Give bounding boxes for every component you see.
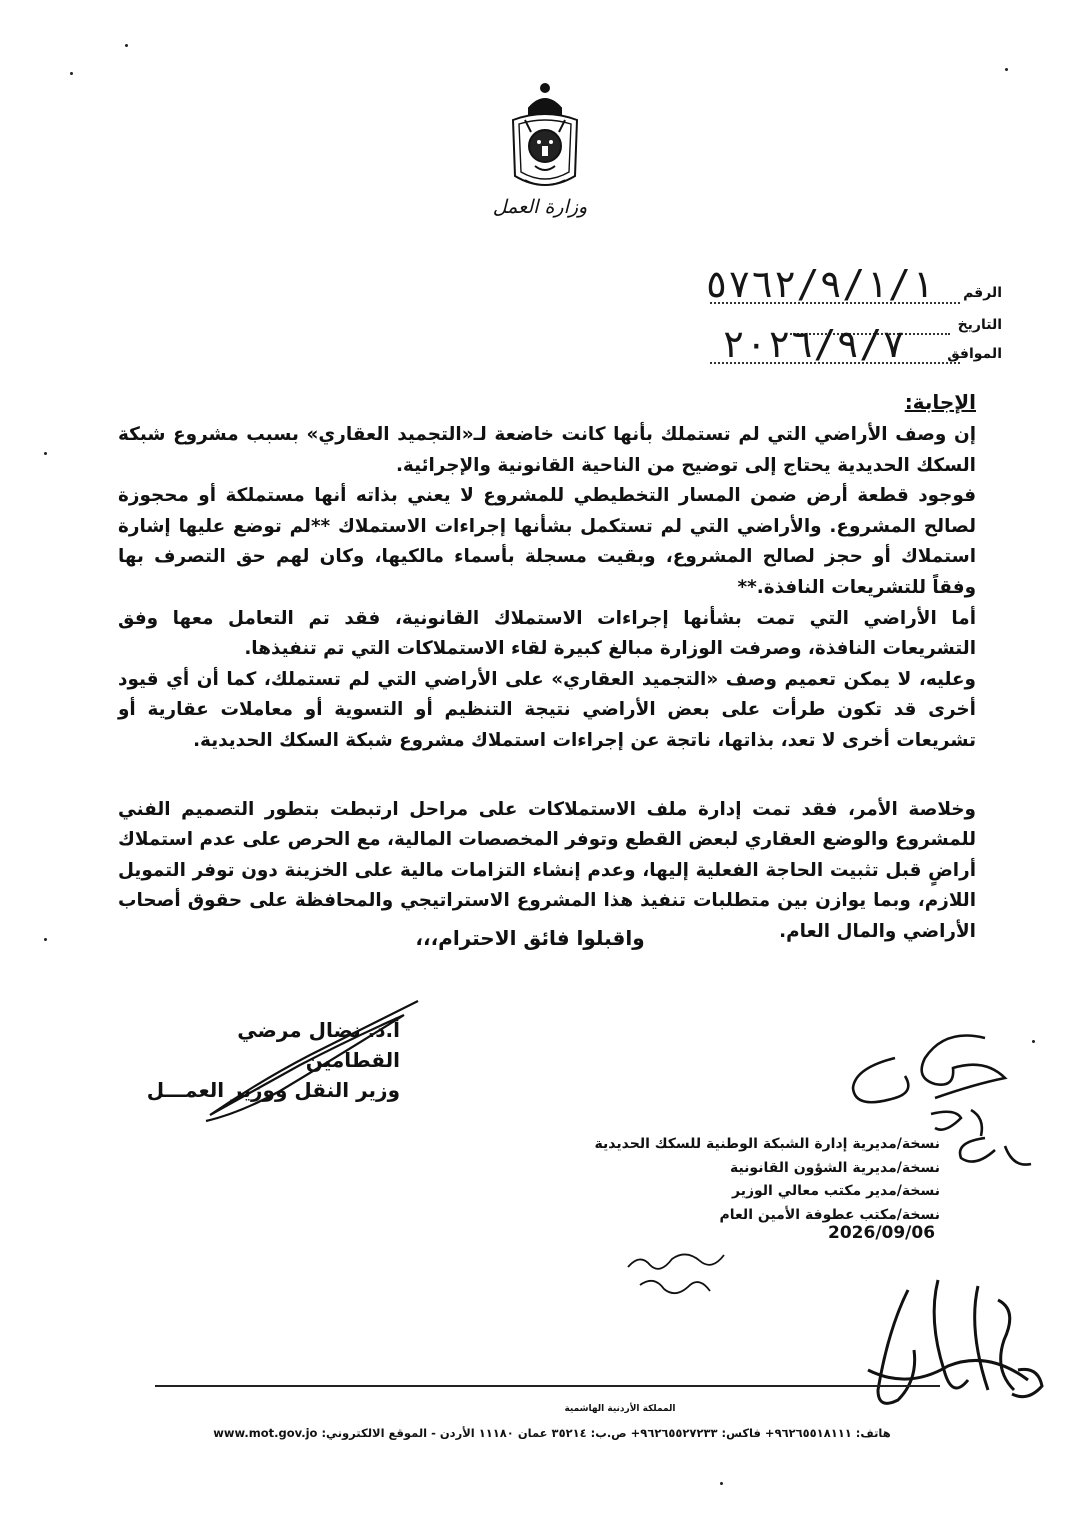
copy-line: نسخة/مديرية إدارة الشبكة الوطنية للسكك الحديدية	[594, 1136, 940, 1152]
reference-corresponding-label: الموافق	[947, 346, 1002, 362]
reference-date-label: التاريخ	[957, 317, 1002, 333]
ministry-name: وزارة العمل	[492, 196, 588, 218]
copies-list	[520, 1133, 940, 1227]
signatory-title: وزير النقل ووزير العمـــل	[146, 1078, 400, 1102]
royal-emblem-icon	[505, 80, 585, 198]
speck	[720, 1482, 723, 1485]
copy-line: نسخة/مكتب عطوفة الأمين العام	[719, 1206, 940, 1223]
footer-contact: هاتف: ٩٦٢٦٥٥١٨١١١+ فاكس: ٩٦٢٦٥٥٢٧٢٣٣+ ص.ب: ٣٥٢١٤ عمان ١١١٨٠ الأردن - الموقع الالكتروني: www.mot.gov.jo	[213, 1426, 891, 1440]
speck	[125, 44, 128, 47]
handwritten-note	[620, 1245, 730, 1305]
copy-line: نسخة/مدير مكتب معالي الوزير	[732, 1183, 940, 1199]
reference-number-value: ٥٧٦٢/٩/١/١	[705, 262, 934, 306]
copy-line: نسخة/مديرية الشؤون القانونية	[729, 1159, 940, 1176]
speck	[44, 938, 47, 941]
signatory-name: أ.د. نضال مرضي القطامين	[237, 1018, 400, 1072]
speck	[1005, 68, 1008, 71]
closing-phrase: واقبلوا فائق الاحترام،،،	[415, 926, 645, 950]
paragraph: إن وصف الأراضي التي لم تستملك بأنها كانت خاضعة لـ«التجميد العقاري» بسبب مشروع شبكة السكك الحديدية يحتاج إلى توضيح من الناحية القانونية والإجرائية.	[118, 424, 976, 476]
speck	[70, 72, 73, 75]
paragraph: وعليه، لا يمكن تعميم وصف «التجميد العقاري» على الأراضي التي لم تستملك، كما أن أي قيود أخرى قد تكون طرأت على بعض الأراضي نتيجة التنظيم أو التسوية أو معاملات عقارية أو تشريعات أخرى لا تعد، بذاتها، ناتجة عن إجراءات استملاك مشروع شبكة السكك الحديدية.	[118, 668, 976, 751]
reference-number-label: الرقم	[963, 285, 1002, 301]
footer-kingdom: المملكة الأردنية الهاشمية	[564, 1404, 676, 1414]
paragraph: فوجود قطعة أرض ضمن المسار التخطيطي للمشروع لا يعني بذاته أنها مستملكة أو محجوزة لصالح المشروع. والأراضي التي لم تستكمل بشأنها إجراءات الاستملاك **لم توضع عليها إشارة استملاك أو حجز لصالح المشروع، وبقيت مسجلة بأسماء مالكيها، وكان لهم حق التصرف بها وفقاً للتشريعات النافذة.**	[118, 485, 976, 598]
reference-corresponding-value: ٢٠٢٦/٩/٧	[722, 322, 906, 366]
paragraph: أما الأراضي التي تمت بشأنها إجراءات الاستملاك القانونية، فقد تم التعامل معها وفق التشريعات النافذة، وصرفت الوزارة مبالغ كبيرة لقاء الاستملاكات التي تم تنفيذها.	[118, 607, 976, 660]
large-signature	[848, 1270, 1048, 1440]
answer-title: الإجابة:	[904, 390, 976, 414]
copies-date: 2026/09/06	[828, 1223, 936, 1243]
paragraph: وخلاصة الأمر، فقد تمت إدارة ملف الاستملاكات على مراحل ارتبطت بتطور التصميم الفني للمشروع والوضع العقاري لبعض القطع وتوفر المخصصات المالية، مع الحرص على عدم استملاك أراضٍ قبل تثبيت الحاجة الفعلية إليها، وعدم إنشاء التزامات مالية على الخزينة دون توفر التمويل اللازم، وبما يوازن بين متطلبات تنفيذ هذا المشروع الاستراتيجي والمحافظة على حقوق أصحاب الأراضي والمال العام.	[118, 798, 976, 942]
minister-signature	[190, 995, 430, 1125]
speck	[44, 452, 47, 455]
letter-body	[118, 390, 976, 948]
footer-rule	[155, 1385, 940, 1387]
